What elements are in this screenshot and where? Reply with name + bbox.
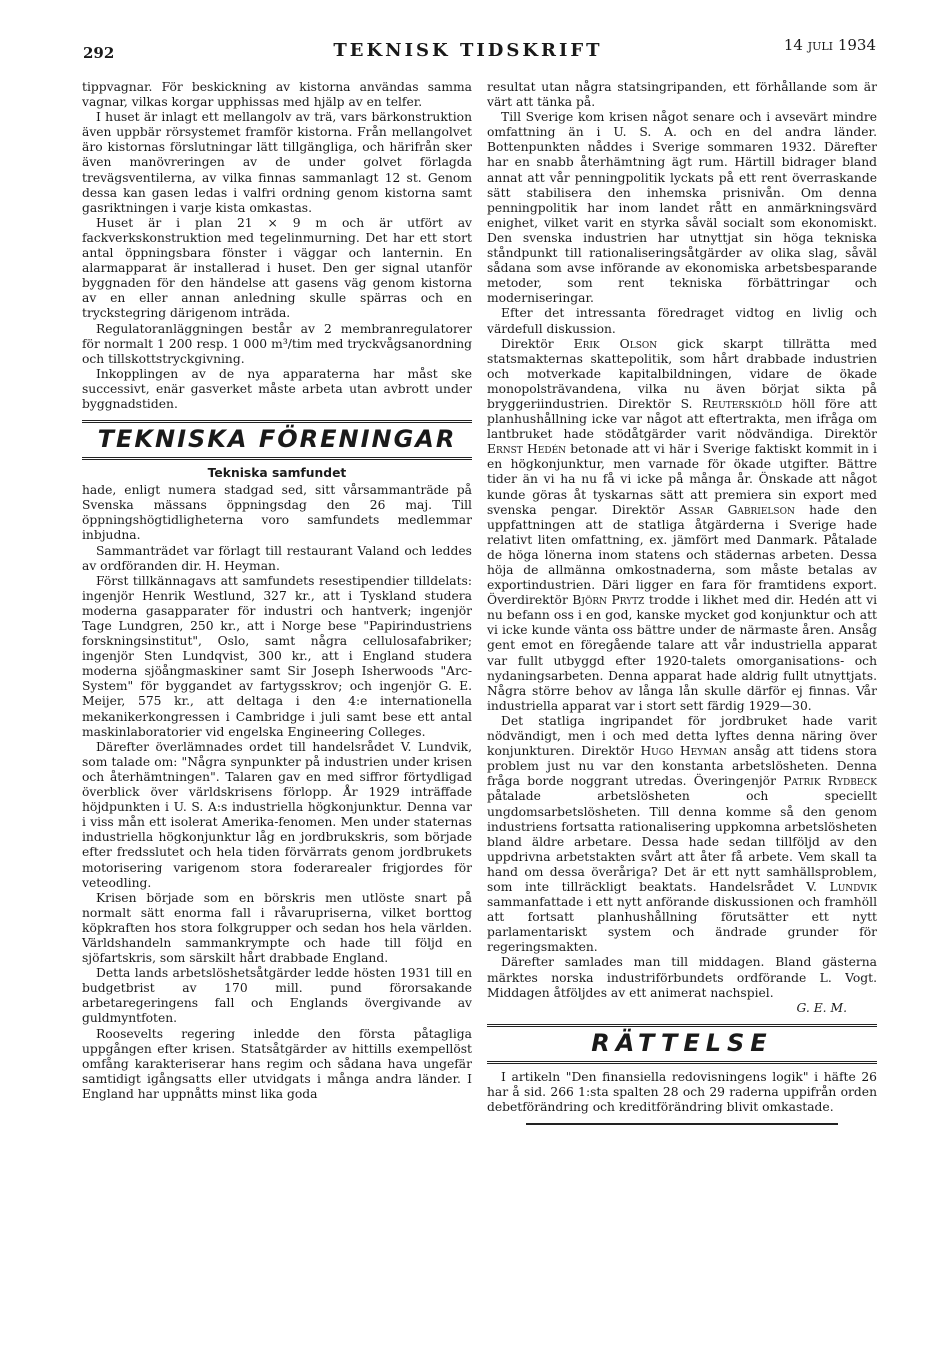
paragraph: Inkopplingen av de nya apparaterna har måst ske successivt, enär gasverket måste arbeta utan avbrott under byggnadstiden. bbox=[82, 366, 472, 411]
person-name: Björn Prytz bbox=[572, 593, 645, 608]
text-run: Direktör bbox=[501, 336, 574, 351]
paragraph: Därefter överlämnades ordet till handelsrådet V. Lundvik, som talade om: "Några synpunkter på industrien under krisen och återhämtningen". Talaren gav en med siffror förtydligad överblick över världskrisens förlopp. År 1929 inträffade höjdpunkten i U. S. A:s industriella högkonjunktur. Denna var i viss mån ett isolerat Amerika-fenomen. Men under staternas industriella högkonjunktur låg en jordbrukskris, som började efter fredsslutet och hela tiden förvärrats genom jordbrukets motorisering varigenom stora foderarealer frigjordes för veteodling. bbox=[82, 739, 472, 890]
paragraph: hade, enligt numera stadgad sed, sitt vårsammanträde på Svenska mässans öppningsdag den 26 maj. Till öppningshögtidligheterna voro samfundets medlemmar inbjudna. bbox=[82, 483, 472, 543]
correction-notice: I artikeln "Den finansiella redovisningens logik" i häfte 26 har å sid. 266 1:sta spalten 28 och 29 raderna uppifrån orden debetförändring och kreditförändring blivit omkastade. bbox=[487, 1069, 877, 1114]
person-name: Patrik Rydbeck bbox=[783, 774, 877, 789]
page-number: 292 bbox=[83, 44, 115, 62]
text-run: ansåg att tidens stora problem just nu var den konstanta arbetslösheten. Denna fråga borde noggrant utredas. Överingenjör bbox=[487, 744, 877, 789]
paragraph: I huset är inlagt ett mellangolv av trä, vars bärkonstruktion även uppbär rörsystemet framför kistorna. Från mellangolvet äro kistornas förslutningar lätt tillgängliga, och härifrån sker även manövreringen av de under golvet förlagda trevägsventilerna, av vilka finnas sammanlagt 12 st. Genom dessa kan gasen ledas i valfri ordning genom kistorna samt gasriktningen i varje kista omkastas. bbox=[82, 110, 472, 215]
paragraph: Detta lands arbetslöshetsåtgärder ledde hösten 1931 till en budgetbrist av 170 mill. pund förorsakande arbetaregeringens fall och Englands övergivande av guldmyntfoten. bbox=[82, 966, 472, 1026]
left-column bbox=[82, 80, 472, 1102]
article-subheading: Tekniska samfundet bbox=[207, 466, 347, 481]
date-month: juli bbox=[807, 36, 834, 54]
paragraph: Roosevelts regering inledde den första påtagliga uppgången efter krisen. Statsåtgärder av hittills exempellöst omfång karakteriserar hans regim och sådana hava ungefär samtidigt igångsatts eller utvidgats i många andra länder. I England har uppnåtts minst lika goda bbox=[82, 1026, 472, 1101]
paragraph: resultat utan några statsingripanden, ett förhållande som är värt att tänka på. bbox=[487, 80, 877, 110]
person-name: Assar Gabrielson bbox=[678, 502, 795, 517]
person-name: Lundvik bbox=[829, 879, 877, 894]
section-title: TEKNISKA FÖRENINGAR bbox=[97, 425, 457, 454]
person-name: Reuterskiöld bbox=[702, 396, 783, 411]
closing-rule bbox=[526, 1123, 838, 1125]
page-header bbox=[0, 36, 936, 66]
paragraph: Huset är i plan 21 × 9 m och är utfört av fackverkskonstruktion med tegelinmurning. Det har ett stort antal öppningsbara fönster i väggar och lanternin. En alarmapparat är installerad i huset. Den ger signal utanför byggnaden för den händelse att gasens väg genom kistorna av en eller annan anledning skulle spärras och en tryckstegring därigenom inträda. bbox=[82, 215, 472, 321]
paragraph: Därefter samlades man till middagen. Bland gästerna märktes norska industriförbundets ordförande L. Vogt. Middagen åtföljdes av ett animerat nachspiel. bbox=[487, 955, 877, 1000]
person-name: Erik Olson bbox=[573, 336, 658, 351]
paragraph bbox=[487, 337, 877, 714]
date-day: 14 bbox=[783, 36, 803, 54]
journal-title: TEKNISK TIDSKRIFT bbox=[333, 40, 603, 61]
paragraph: Till Sverige kom krisen något senare och i avsevärt mindre omfattning än i U. S. A. och en del andra länder. Bottenpunkten nåddes i Sverige sommaren 1932. Därefter har en snabb återhämtning ägt rum. Härtill bidrager bland annat att vår penningpolitik lyckats på ett rent överraskande sätt stabilisera den inhemska prisnivån. Om denna penningpolitik har inom landet rått en anmärkningsvärd enighet, vilket varit en styrka såväl socialt som ekonomiskt. Den svenska industrien har utnyttjat sin höga tekniska ståndpunkt till rationaliseringsåtgärder av olika slag, såväl sådana som avse införande av ekonomiska arbetsbesparande metoder, som rent tekniska förbättringar och moderniseringar. bbox=[487, 110, 877, 306]
text-run: trodde i likhet med dir. Hedén att vi nu befann oss i en god, kanske mycket god konjunktur och att vi icke kunde vänta oss bättre under de närmaste åren. Ansåg gent emot en föregående talare att vår industriella apparat var fullt utbyggd efter 1920-talets omorganisations- och nydaningsarbeten. Denna apparat hade aldrig fullt utnyttjats. Några större behov av långa lån skulle därför ej finnas. Vår industriella apparat var i stort sett färdig 1929—30. bbox=[487, 593, 878, 713]
text-run: sammanfattade i ett nytt anförande diskussionen och framhöll att fortsatt planhushållning förutsätter ett nytt parlamentariskt system och ändrade grunder för regeringsmakten. bbox=[487, 895, 877, 955]
paragraph bbox=[487, 714, 877, 956]
person-name: Ernst Hedén bbox=[487, 442, 567, 457]
signature: G. E. M. bbox=[796, 1000, 847, 1015]
date-year: 1934 bbox=[837, 36, 876, 54]
section-title: RÄTTELSE bbox=[591, 1028, 773, 1057]
text-run: gick skarpt tillrätta med statsmakternas skattepolitik, som hårt drabbade industrien och motverkade kapitalbildningen, vidare de ökade monopolsträvandena, vilka nu även börjat sikta på bryggeriindustrien. Direktör S. bbox=[487, 336, 878, 411]
text-run: betonade att vi här i Sverige faktiskt kommit in i en högkonjunktur, men varnade för ökade utgifter. Bättre tider än vi ha nu få vi icke på många år. Önskade att något kunde göras åt tyskarnas sätt att premiera sin export med svenska pengar. Direktör bbox=[487, 442, 877, 517]
paragraph: Krisen började som en börskris men utlöste snart på normalt sätt enorma fall i råvarupriserna, vilket borttog köpkraften hos stora folkgrupper och sedan hos hela världen. Världshandeln sammankrympte och hade till följd en sjöfartskris, som särskilt hårt drabbade England. bbox=[82, 890, 472, 966]
section-banner-tekniska-foreningar bbox=[82, 420, 472, 460]
paragraph: Sammanträdet var förlagt till restaurant Valand och leddes av ordföranden dir. H. Heyman. bbox=[82, 543, 472, 573]
paragraph: Regulatoranläggningen består av 2 membranregulatorer för normalt 1 200 resp. 1 000 m³/tim med tryckvågsanordning och tillskottstryckgivning. bbox=[82, 321, 472, 366]
text-run: hade den uppfattningen att de statliga åtgärderna i Sverige hade relativt liten omfattning, ex. jämfört med Danmark. Påtalade de höga lönerna inom statens och städernas arbeten. Dessa höja de allmänna omkostnaderna, som måste betalas av exportindustrien. Däri ligger en fara för framtidens export. Överdirektör bbox=[487, 502, 877, 608]
paragraph: Först tillkännagavs att samfundets resestipendier tilldelats: ingenjör Henrik Westlund, 327 kr., att i Tyskland studera moderna gasapparater för industri och hantverk; ingenjör Tage Lundgren, 250 kr., att i Norge bese "Papirindustriens forskningsinstitut", Oslo, samt några cellulosafabriker; ingenjör Sten Lundqvist, 300 kr., att i England studera moderna sjöångmaskiner samt Sir Joseph Isherwoods "Arc-System" för byggandet av fartygsskrov; och ingenjör G. E. Meijer, 575 kr., att deltaga i den 4:e internationella mekanikerkongressen i Cambridge i juli samt bese ett antal maskinlaboratorier vid engelska Engineering Colleges. bbox=[82, 573, 472, 739]
right-column bbox=[487, 80, 877, 1125]
paragraph: Efter det intressanta föredraget vidtog en livlig och värdefull diskussion. bbox=[487, 306, 877, 336]
text-run: höll före att planhushållning icke var något att eftertrakta, men ifråga om lantbruket hade stödåtgärder varit nödvändiga. Direktör bbox=[487, 396, 877, 442]
text-run: påtalade arbetslösheten och speciellt ungdomsarbetslösheten. Till denna komme så den genom industriens fortsatta rationalisering uppkomna arbetslösheten bland äldre arbetare. Dessa hade sedan tillföljd av den uppdrivna arbetstakten svårt att åter få arbete. Vem skall ta hand om dessa överåriga? Det är ett nytt samhällsproblem, som inte tillräckligt beaktats. Handelsrådet V. bbox=[487, 789, 877, 894]
paragraph: tippvagnar. För beskickning av kistorna användas samma vagnar, vilkas korgar upphissas med hjälp av en telfer. bbox=[82, 80, 472, 110]
section-banner-rattelse bbox=[487, 1024, 877, 1064]
text-run: Det statliga ingripandet för jordbruket hade varit nödvändigt, men i och med detta lyftes denna näring över konjunkturen. Direktör bbox=[487, 713, 877, 759]
person-name: Hugo Heyman bbox=[640, 744, 727, 759]
issue-date bbox=[784, 36, 876, 54]
